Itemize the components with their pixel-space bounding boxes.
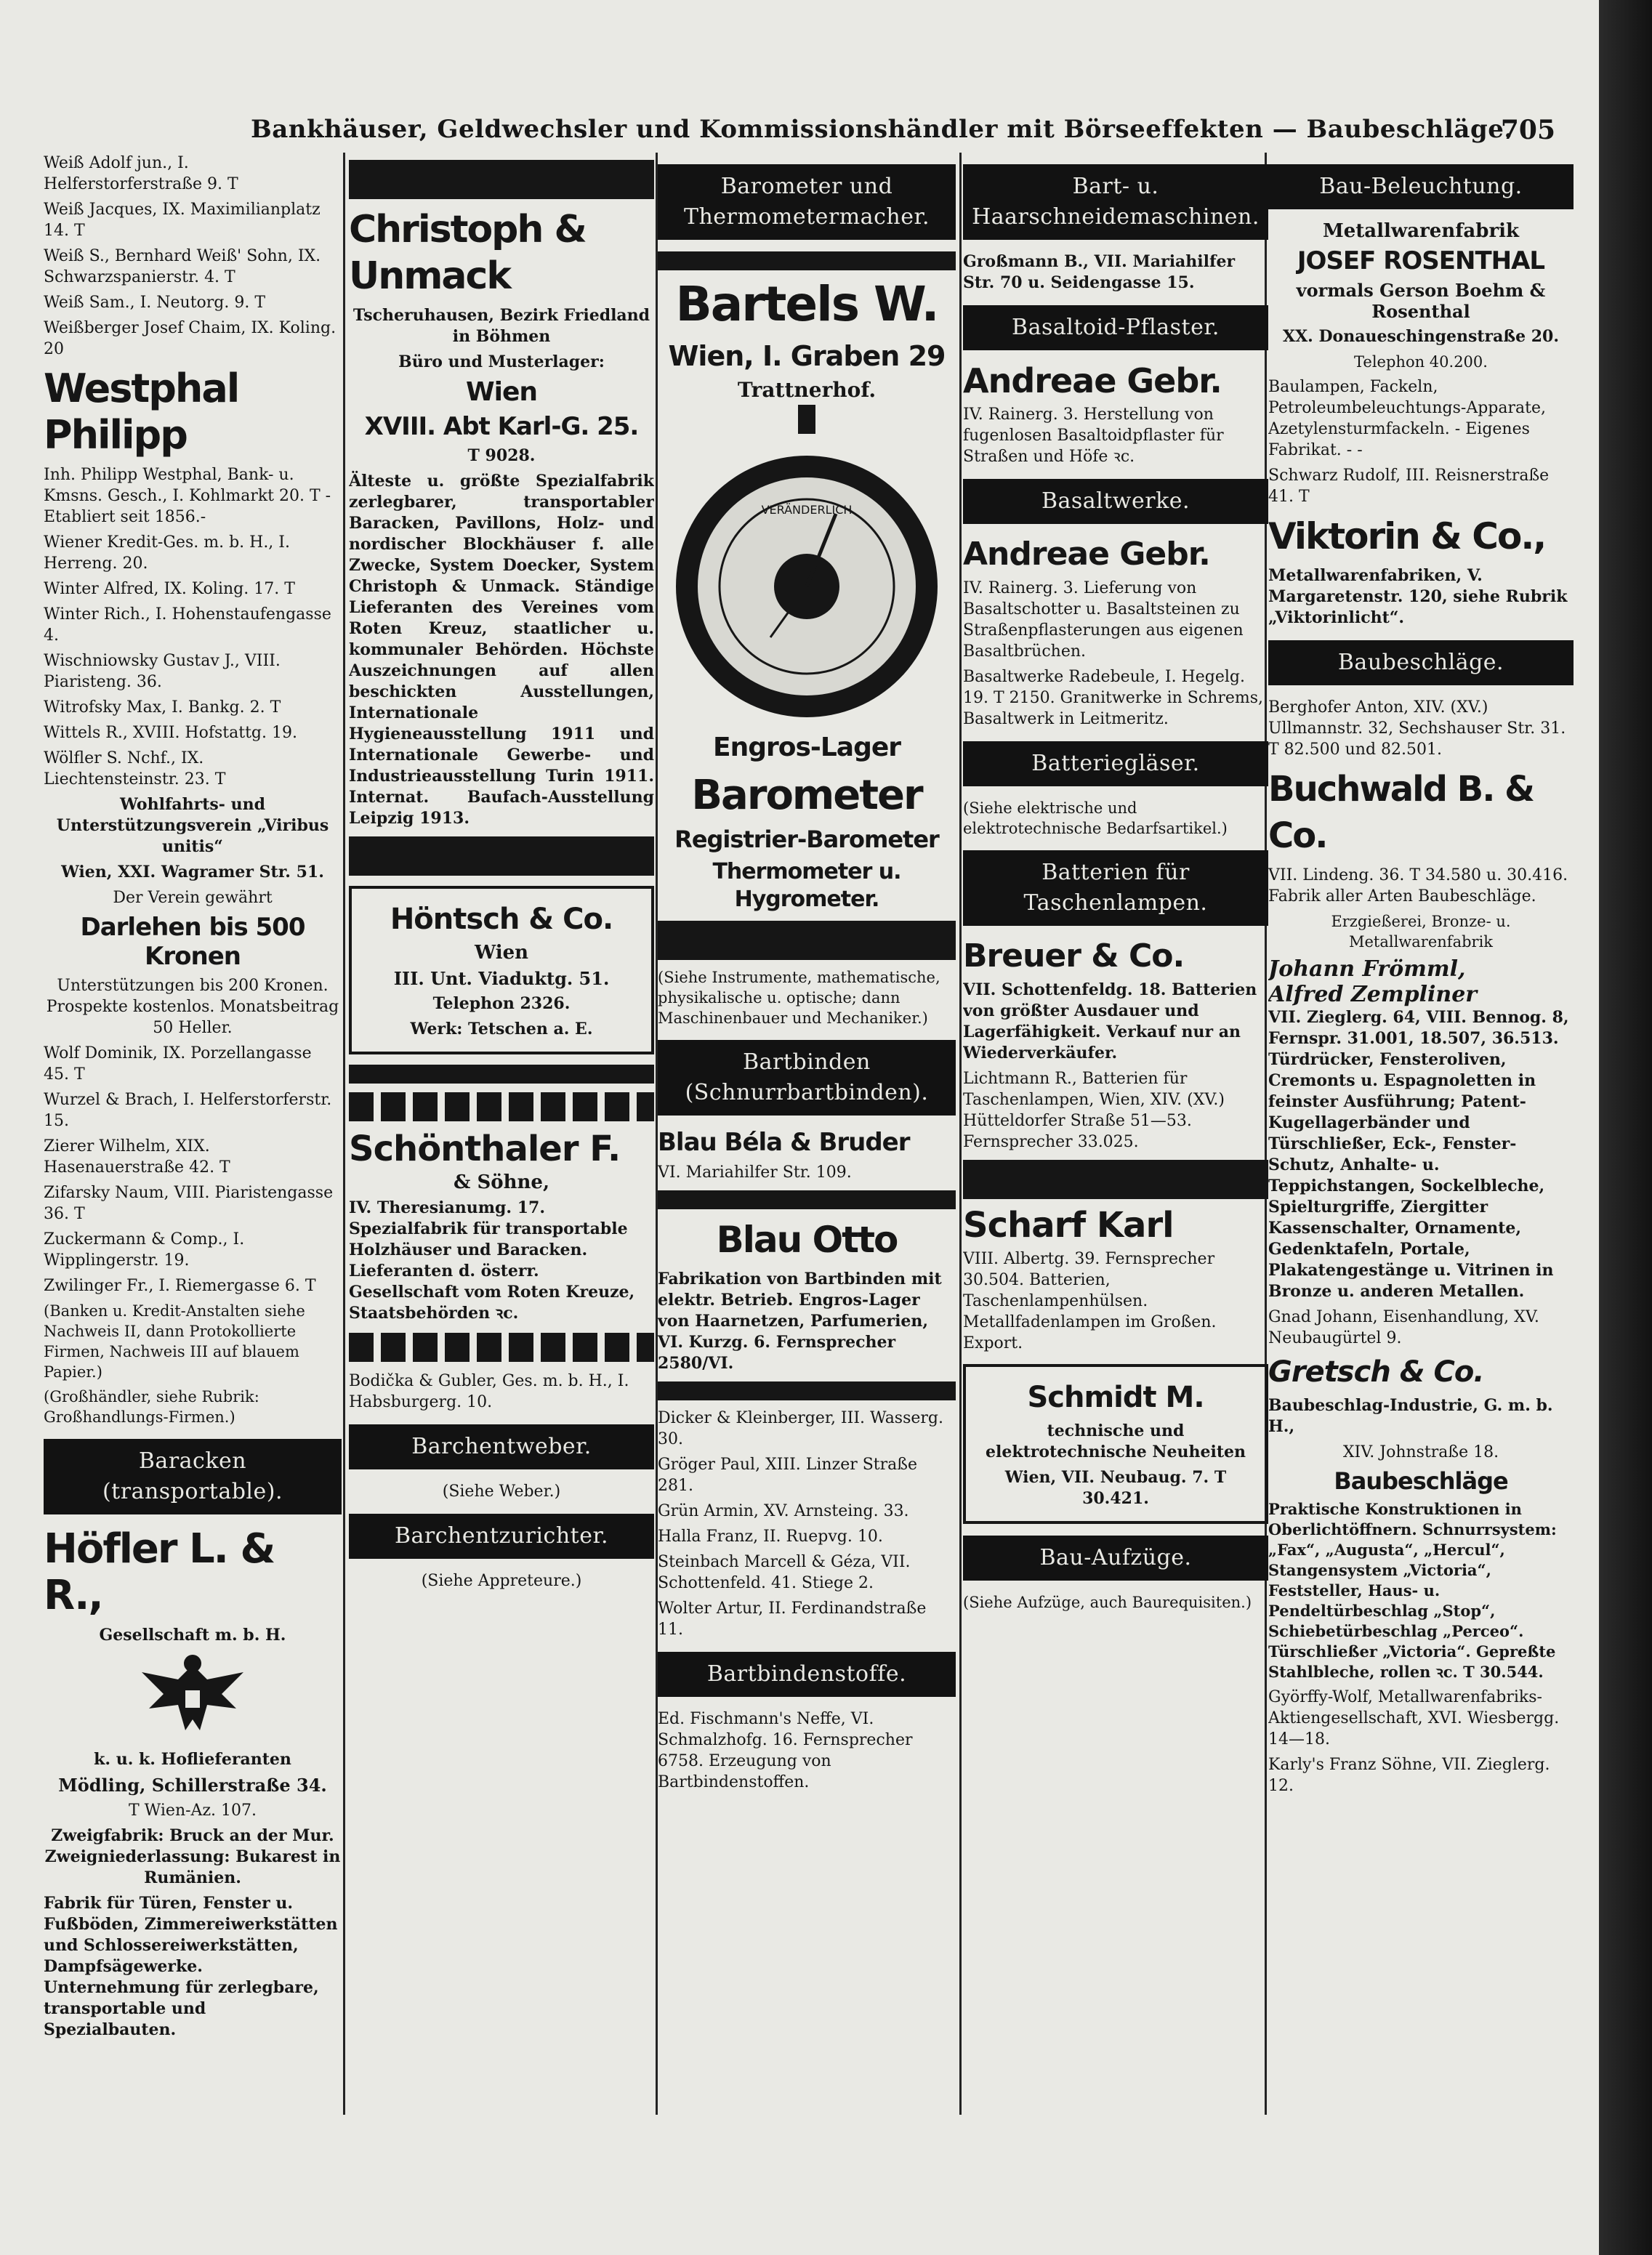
decor-pattern xyxy=(349,1333,654,1362)
hoentsch-tel: Telephon 2326. xyxy=(432,994,571,1013)
aufzuege-note: (Siehe Aufzüge, auch Baurequisiten.) xyxy=(963,1594,1252,1611)
list-item: Weiß Jacques, IX. Maximilianplatz 14. T xyxy=(44,201,321,240)
bodicka-entry: Bodička & Gubler, Ges. m. b. H., I. Habsburgerg. 10. xyxy=(349,1372,629,1411)
gretsch-sub: Baubeschlag-Industrie, G. m. b. H., xyxy=(1268,1396,1553,1436)
hoefler-address: Mödling, Schillerstraße 34. xyxy=(58,1775,327,1796)
barometer-note: (Siehe Instrumente, mathematische, physikalische u. optische; dann Maschinenbauer und Mechaniker.) xyxy=(658,969,940,1027)
scan-edge xyxy=(1599,0,1652,2255)
schmidt-address: Wien, VII. Neubaug. 7. T 30.421. xyxy=(1004,1468,1227,1508)
section-header-basaltwerke: Basaltwerke. xyxy=(963,479,1268,524)
breuer-text: VII. Schottenfeldg. 18. Batterien von größter Ausdauer und Lagerfähigkeit. Verkauf nur an Wiederverkäufer. xyxy=(963,980,1257,1062)
engros-label: Engros-Lager xyxy=(712,733,901,762)
christoph-buero: Büro und Musterlager: xyxy=(398,352,605,371)
note: (Großhändler, siehe Rubrik: Großhandlungs-Firmen.) xyxy=(44,1388,259,1426)
blaubela-address: VI. Mariahilfer Str. 109. xyxy=(658,1163,852,1182)
section-header-barchentweber: Barchentweber. xyxy=(349,1424,654,1469)
christoph-wien: Wien xyxy=(465,377,538,407)
note: (Banken u. Kredit-Anstalten siehe Nachweis II, dann Protokollierte Firmen, Nachweis III auf blauem Papier.) xyxy=(44,1302,305,1381)
gnad-entry: Gnad Johann, Eisenhandlung, XV. Neubaugürtel 9. xyxy=(1268,1308,1539,1347)
decor-pattern xyxy=(349,1092,654,1121)
gretsch-address: XIV. Johnstraße 18. xyxy=(1342,1443,1499,1461)
scharf-text: VIII. Albertg. 39. Fernsprecher 30.504. Batterien, Taschenlampenhülsen. Metallfadenlampen im Großen. Export. xyxy=(963,1250,1217,1352)
list-item: Grün Armin, XV. Arnsteing. 33. xyxy=(658,1502,909,1520)
list-item: Wittels R., XVIII. Hofstattg. 19. xyxy=(44,724,297,742)
hoefler-zweig: Zweigfabrik: Bruck an der Mur. Zweigniederlassung: Bukarest in Rumänien. xyxy=(44,1826,341,1887)
gretsch-text: Praktische Konstruktionen in Oberlichtöffnern. Schnurrsystem: „Fax“, „Augusta“, „Hercul“, Stangensystem „Victoria“, Feststeller, Haus- u. Pendeltürbeschlag „Stop“, Schiebetürbeschlag „Perceo“. Türschließer „Victoria“. Gepreßte Stahlbleche, rollen ꝛc. T 30.544. xyxy=(1268,1500,1557,1681)
list-item: Winter Rich., I. Hohenstaufengasse 4. xyxy=(44,605,331,645)
viribus-address: Wien, XXI. Wagramer Str. 51. xyxy=(61,863,324,882)
hoefler-lieferanten: k. u. k. Hoflieferanten xyxy=(94,1750,291,1769)
list-item: Weißberger Josef Chaim, IX. Koling. 20 xyxy=(44,319,337,358)
section-header-haarschneide: Bart- u. Haarschneidemaschinen. xyxy=(963,164,1268,240)
list-item: Wiener Kredit-Ges. m. b. H., I. Herreng. 20. xyxy=(44,533,290,573)
section-header-bartbindenstoffe: Bartbindenstoffe. xyxy=(658,1652,956,1697)
westphal-name: Westphal Philipp xyxy=(44,366,239,458)
list-item: Weiß S., Bernhard Weiß' Sohn, IX. Schwarzspanierstr. 4. T xyxy=(44,247,321,286)
gyoerffy-entry: Györffy-Wolf, Metallwarenfabriks-Aktiengesellschaft, XVI. Wiesbergg. 14—18. xyxy=(1268,1688,1560,1748)
list-item: Wolter Artur, II. Ferdinandstraße 11. xyxy=(658,1600,927,1639)
section-header-bauaufzuege: Bau-Aufzüge. xyxy=(963,1536,1268,1581)
list-item: Wolf Dominik, IX. Porzellangasse 45. T xyxy=(44,1044,312,1084)
christoph-text: Älteste u. größte Spezialfabrik zerlegbarer, transportabler Baracken, Pavillons, Holz- und nordischer Blockhäuser f. alle Zwecke, System Doecker, System Christoph & Unmack. Ständige Lieferanten des Vereines vom Roten Kreuz, staatlicher u. kommunaler Behörden. Höchste Auszeichnungen auf allen beschickten Ausstellungen, Internationale Hygieneausstellung 1911 und Internationale Gewerbe- und Industrieausstellung Turin 1911. Internat. Baufach-Ausstellung Leipzig 1913. xyxy=(349,472,654,828)
list-item: Weiß Adolf jun., I. Helferstorferstraße 9. T xyxy=(44,154,238,193)
column-rule xyxy=(959,153,962,2115)
froemml-text: VII. Zieglerg. 64, VIII. Bennog. 8, Fernspr. 31.001, 18.507, 36.513. Türdrücker, Fensteroliven, Cremonts u. Espagnoletten in feinster Ausführung; Patent-Kugellagerbänder und Türschließer, Eck-, Fenster-Schutz, Anhalte- u. Teppichstangen, Sockelbleche, Spielturgriffe, Ziergitter Kassenschalter, Ornamente, Gedenktafeln, Portale, Plakatengestänge u. Vitrinen in Bronze u. anderen Metallen. xyxy=(1268,1008,1569,1301)
barometer-gauge-icon xyxy=(669,405,945,725)
westphal-text: Inh. Philipp Westphal, Bank- u. Kmsns. Gesch., I. Kohlmarkt 20. T -Etabliert seit 1856.- xyxy=(44,466,331,526)
gretsch-name: Gretsch & Co. xyxy=(1268,1355,1484,1389)
gretsch-big: Baubeschläge xyxy=(1334,1467,1508,1495)
decor-band xyxy=(349,160,654,199)
section-header-barometer: Barometer und Thermometermacher. xyxy=(658,164,956,240)
rosenthal-text: Baulampen, Fackeln, Petroleumbeleuchtungs-Apparate, Azetylensturmfackeln. - Eigenes Fabrikat. - - xyxy=(1268,378,1546,459)
section-header-batterieglaeser: Batteriegläser. xyxy=(963,741,1268,786)
hoefler-sub: Gesellschaft m. b. H. xyxy=(99,1626,286,1645)
rosenthal-line1: Metallwarenfabrik xyxy=(1322,220,1520,242)
column-4 xyxy=(963,153,1268,1617)
list-item: Zuckermann & Comp., I. Wipplingerstr. 19. xyxy=(44,1230,245,1270)
schoenthaler-sub: & Söhne, xyxy=(453,1171,550,1193)
list-item: Gröger Paul, XIII. Linzer Straße 281. xyxy=(658,1456,917,1495)
schoenthaler-name: Schönthaler F. xyxy=(349,1129,621,1169)
viribus-title: Wohlfahrts- und Unterstützungsverein „Viribus unitis“ xyxy=(56,795,329,856)
rosenthal-tel: Telephon 40.200. xyxy=(1354,353,1488,371)
andreae-text-2: IV. Rainerg. 3. Lieferung von Basaltschotter u. Basaltsteinen zu Straßenpflasterungen aus eigenen Basaltbrüchen. xyxy=(963,579,1244,661)
decor-stripe xyxy=(658,251,956,270)
hoefler-name: Höfler L. & R., xyxy=(44,1525,275,1619)
section-header-baubeleuchtung: Bau-Beleuchtung. xyxy=(1268,164,1574,209)
section-header-taschenlampen: Batterien für Taschenlampen. xyxy=(963,850,1268,926)
list-item: Wurzel & Brach, I. Helferstorferstr. 15. xyxy=(44,1091,332,1130)
column-3 xyxy=(658,153,956,1797)
hoentsch-ad xyxy=(349,886,654,1054)
list-item: Dicker & Kleinberger, III. Wasserg. 30. xyxy=(658,1409,944,1448)
hoentsch-wien: Wien xyxy=(474,942,529,964)
bartels-name: Bartels W. xyxy=(675,276,938,332)
rosenthal-name: JOSEF ROSENTHAL xyxy=(1297,246,1545,275)
section-header-baracken: Baracken (transportable). xyxy=(44,1439,342,1514)
karly-entry: Karly's Franz Söhne, VII. Zieglerg. 12. xyxy=(1268,1756,1550,1795)
list-item: Witrofsky Max, I. Bankg. 2. T xyxy=(44,698,281,717)
decor-stripe xyxy=(349,1065,654,1084)
hoefler-tel: T Wien-Az. 107. xyxy=(129,1802,257,1820)
andreae-text: IV. Rainerg. 3. Herstellung von fugenlosen Basaltoidpflaster für Straßen und Höfe ꝛc. xyxy=(963,406,1224,466)
andreae-name-2: Andreae Gebr. xyxy=(963,536,1210,573)
list-item: Wölfler S. Nchf., IX. Liechtensteinstr. 23. T xyxy=(44,749,226,788)
barometer-title: Barometer xyxy=(691,772,922,819)
eagle-emblem-icon xyxy=(127,1650,258,1745)
bartels-hof: Trattnerhof. xyxy=(737,378,877,402)
list-item: Steinbach Marcell & Géza, VII. Schottenfeld. 41. Stiege 2. xyxy=(658,1553,911,1592)
batterie-note: (Siehe elektrische und elektrotechnische Bedarfsartikel.) xyxy=(963,799,1228,837)
decor-stripe xyxy=(658,1381,956,1400)
page-number: 705 xyxy=(1500,115,1555,145)
radebeule-entry: Basaltwerke Radebeule, I. Hegelg. 19. T 2150. Granitwerke in Schrems, Basaltwerk in Leitmeritz. xyxy=(963,668,1264,728)
decor-stripe xyxy=(658,1190,956,1209)
column-1 xyxy=(44,153,342,2045)
blauotto-name: Blau Otto xyxy=(716,1219,898,1261)
section-header-baubeschlaege: Baubeschläge. xyxy=(1268,640,1574,685)
buchwald-text: VII. Lindeng. 36. T 34.580 u. 30.416. Fabrik aller Arten Baubeschläge. xyxy=(1268,866,1568,905)
andreae-name: Andreae Gebr. xyxy=(963,361,1222,400)
grossmann-entry: Großmann B., VII. Mariahilfer Str. 70 u. Seidengasse 15. xyxy=(963,252,1236,292)
list-item: Wischniowsky Gustav J., VIII. Piaristeng. 36. xyxy=(44,652,281,691)
christoph-name: Christoph & Unmack xyxy=(349,208,586,298)
column-rule xyxy=(343,153,345,2115)
schmidt-ad xyxy=(963,1364,1268,1524)
froemml-name-1: Johann Frömml, xyxy=(1268,956,1466,982)
hoentsch-name: Höntsch & Co. xyxy=(390,903,613,936)
schoenthaler-text: IV. Theresianumg. 17. Spezialfabrik für transportable Holzhäuser und Baracken. Lieferanten d. österr. Gesellschaft vom Roten Kreuze, Staatsbehörden ꝛc. xyxy=(349,1198,635,1323)
section-header-barchentzurichter: Barchentzurichter. xyxy=(349,1514,654,1559)
viribus-text: Der Verein gewährt xyxy=(113,889,273,907)
berghofer-entry: Berghofer Anton, XIV. (XV.) Ullmannstr. 32, Sechshauser Str. 31. T 82.500 und 82.501. xyxy=(1268,698,1566,759)
christoph-tel: T 9028. xyxy=(467,446,536,465)
gauge-label: VERÄNDERLICH xyxy=(761,503,853,517)
viribus-details: Unterstützungen bis 200 Kronen. Prospekte kostenlos. Monatsbeitrag 50 Heller. xyxy=(46,977,339,1037)
column-5 xyxy=(1268,153,1574,1801)
blauotto-text: Fabrikation von Bartbinden mit elektr. Betrieb. Engros-Lager von Haarnetzen, Parfumerien, VI. Kurzg. 6. Fernsprecher 2580/VI. xyxy=(658,1270,942,1373)
viktorin-text: Metallwarenfabriken, V. Margaretenstr. 120, siehe Rubrik „Viktorinlicht“. xyxy=(1268,566,1568,627)
list-item: Weiß Sam., I. Neutorg. 9. T xyxy=(44,294,266,312)
viktorin-name: Viktorin & Co., xyxy=(1268,515,1546,557)
blaubela-name: Blau Béla & Bruder xyxy=(658,1128,910,1157)
decor-band xyxy=(349,836,654,876)
barchent-note: (Siehe Weber.) xyxy=(442,1483,561,1501)
hoentsch-werk: Werk: Tetschen a. E. xyxy=(410,1020,593,1038)
list-item: Zifarsky Naum, VIII. Piaristengasse 36. T xyxy=(44,1184,334,1223)
decor-band xyxy=(963,1160,1268,1199)
list-item: Winter Alfred, IX. Koling. 17. T xyxy=(44,580,295,598)
registrier-label: Registrier-Barometer xyxy=(674,826,939,853)
fischmann-entry: Ed. Fischmann's Neffe, VI. Schmalzhofg. 16. Fernsprecher 6758. Erzeugung von Bartbindenstoffen. xyxy=(658,1710,913,1791)
list-item: Halla Franz, II. Ruepvg. 10. xyxy=(658,1528,883,1546)
section-header-basaltoid: Basaltoid-Pflaster. xyxy=(963,305,1268,350)
rosenthal-line3: vormals Gerson Boehm & Rosenthal xyxy=(1296,280,1546,322)
buchwald-name: Buchwald B. & Co. xyxy=(1268,769,1534,856)
hoentsch-address: III. Unt. Viaduktg. 51. xyxy=(393,968,610,989)
schmidt-sub: technische und elektrotechnische Neuheiten xyxy=(986,1421,1246,1461)
thermometer-label: Thermometer u. Hygrometer. xyxy=(712,859,901,912)
section-header-bartbinden: Bartbinden (Schnurrbartbinden). xyxy=(658,1040,956,1116)
christoph-address: Tscheruhausen, Bezirk Friedland in Böhmen xyxy=(352,306,650,346)
schmidt-name: Schmidt M. xyxy=(1027,1381,1204,1414)
lichtmann-entry: Lichtmann R., Batterien für Taschenlampen, Wien, XIV. (XV.) Hütteldorfer Straße 51—53. Fernsprecher 33.025. xyxy=(963,1070,1225,1151)
froemml-name-2: Alfred Zempliner xyxy=(1268,982,1478,1007)
barchent2-note: (Siehe Appreteure.) xyxy=(421,1572,582,1590)
scharf-name: Scharf Karl xyxy=(963,1205,1174,1246)
schwarz-entry: Schwarz Rudolf, III. Reisnerstraße 41. T xyxy=(1268,467,1550,506)
breuer-name: Breuer & Co. xyxy=(963,937,1185,975)
hoefler-text: Fabrik für Türen, Fenster u. Fußböden, Zimmereiwerkstätten und Schlossereiwerkstätten, Dampfsägewerke. Unternehmung für zerlegbare, transportable und Spezialbauten. xyxy=(44,1894,338,2039)
rosenthal-address: XX. Donaueschingenstraße 20. xyxy=(1283,327,1559,346)
bartels-address: Wien, I. Graben 29 xyxy=(668,340,946,372)
list-item: Zierer Wilhelm, XIX. Hasenauerstraße 42. T xyxy=(44,1137,230,1177)
column-2 xyxy=(349,153,654,1596)
viribus-big: Darlehen bis 500 Kronen xyxy=(80,913,305,971)
page-title: Bankhäuser, Geldwechsler und Kommissionshändler mit Börseeffekten — Baubeschläge. xyxy=(251,115,1513,144)
page-header xyxy=(44,115,1555,158)
decor-band xyxy=(658,921,956,960)
christoph-street: XVIII. Abt Karl-G. 25. xyxy=(364,412,639,441)
list-item: Zwilinger Fr., I. Riemergasse 6. T xyxy=(44,1277,316,1295)
froemml-header: Erzgießerei, Bronze- u. Metallwarenfabrik xyxy=(1331,913,1511,951)
